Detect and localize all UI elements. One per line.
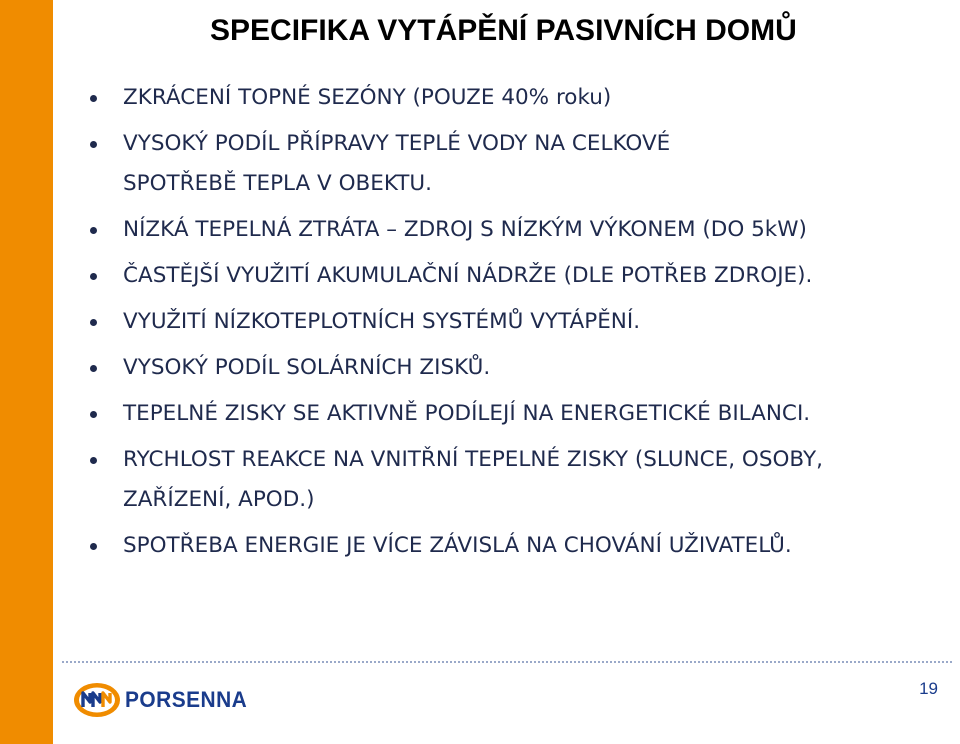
bullet-dot-icon: [90, 365, 97, 372]
accent-bar: [0, 0, 53, 744]
bullet-item: ZKRÁCENÍ TOPNÉ SEZÓNY (POUZE 40% roku): [90, 78, 940, 118]
footer-divider: [62, 661, 952, 663]
logo-text: PORSENNA: [125, 687, 248, 712]
page-number: 19: [919, 679, 938, 698]
bullet-item: RYCHLOST REAKCE NA VNITŘNÍ TEPELNÉ ZISKY (SLUNCE, OSOBY, ZAŘÍZENÍ, APOD.): [90, 440, 843, 520]
bullet-dot-icon: [90, 319, 97, 326]
bullet-dot-icon: [90, 227, 97, 234]
bullet-item: SPOTŘEBA ENERGIE JE VÍCE ZÁVISLÁ NA CHOVÁNÍ UŽIVATELŮ.: [90, 526, 940, 566]
bullet-item: TEPELNÉ ZISKY SE AKTIVNĚ PODÍLEJÍ NA ENERGETICKÉ BILANCI.: [90, 394, 940, 434]
bullet-item: VYUŽITÍ NÍZKOTEPLOTNÍCH SYSTÉMŮ VYTÁPĚNÍ.: [90, 302, 940, 342]
bullet-dot-icon: [90, 95, 97, 102]
bullet-dot-icon: [90, 141, 97, 148]
bullet-dot-icon: [90, 543, 97, 550]
bullet-list: [90, 78, 940, 572]
bullet-dot-icon: [90, 457, 97, 464]
bullet-dot-icon: [90, 411, 97, 418]
slide-title: SPECIFIKA VYTÁPĚNÍ PASIVNÍCH DOMŮ: [210, 14, 797, 47]
bullet-item: VYSOKÝ PODÍL SOLÁRNÍCH ZISKŮ.: [90, 348, 940, 388]
bullet-item: ČASTĚJŠÍ VYUŽITÍ AKUMULAČNÍ NÁDRŽE (DLE POTŘEB ZDROJE).: [90, 256, 940, 296]
bullet-item: NÍZKÁ TEPELNÁ ZTRÁTA – ZDROJ S NÍZKÝM VÝKONEM (DO 5kW): [90, 210, 940, 250]
bullet-item: VYSOKÝ PODÍL PŘÍPRAVY TEPLÉ VODY NA CELKOVÉ SPOTŘEBĚ TEPLA V OBEKTU.: [90, 124, 743, 204]
porsenna-logo: [73, 682, 254, 718]
bullet-dot-icon: [90, 273, 97, 280]
porsenna-logo-icon: [73, 682, 121, 718]
